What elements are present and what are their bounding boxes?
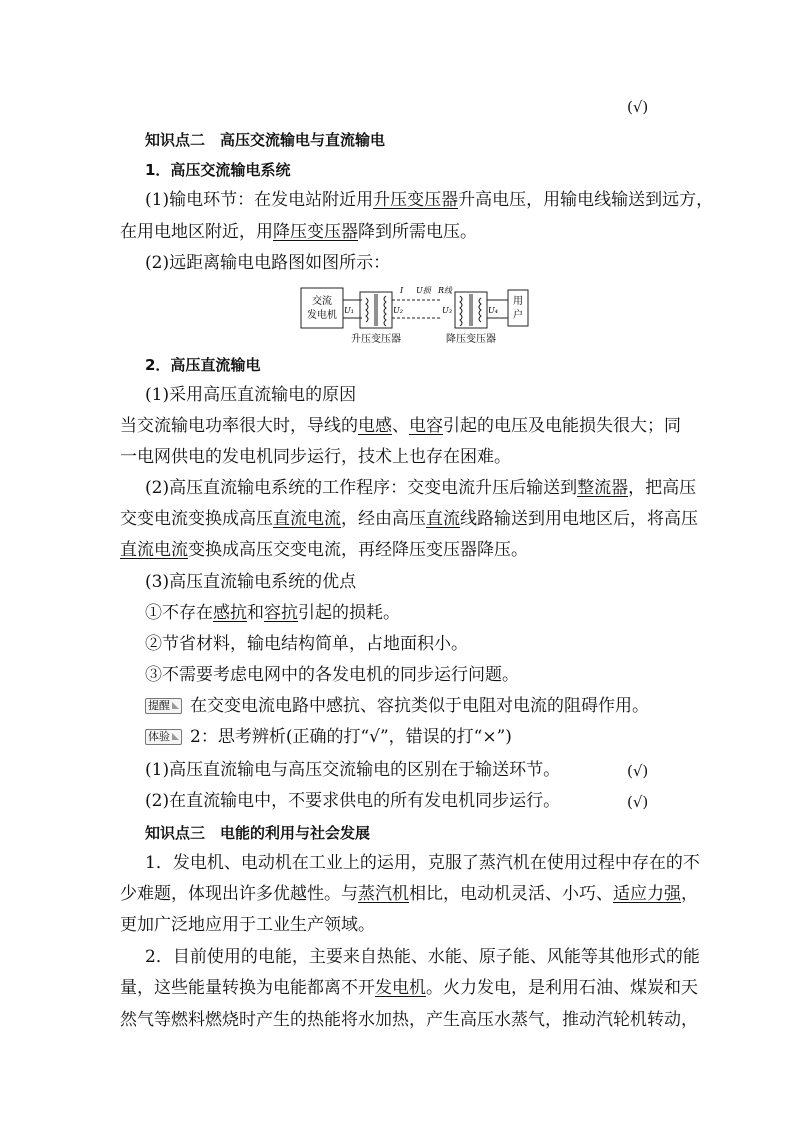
tip-line: 提醒 在交变电流电路中感抗、容抗类似于电阻对电流的阻碍作用。 bbox=[145, 696, 649, 716]
generator-label-2: 发电机 bbox=[307, 310, 337, 321]
reason-text-1: 当交流输电功率很大时，导线的电感、电容引起的电压及电能损失很大；同 bbox=[120, 416, 681, 436]
line-resistance-label: R线 bbox=[438, 286, 453, 295]
underlined-term: 蒸汽机 bbox=[358, 884, 409, 904]
advantages-heading: (3)高压直流输电系统的优点 bbox=[145, 572, 357, 592]
u4-label: U₄ bbox=[488, 306, 498, 315]
section3-title: 知识点三 电能的利用与社会发展 bbox=[145, 824, 371, 842]
underlined-term: 适应力强 bbox=[613, 884, 681, 904]
procedure-text-1: (2)高压直流输电系统的工作程序：交变电流升压后输送到整流器，把高压 bbox=[145, 478, 697, 498]
section3-p1-line2: 少难题，体现出许多优越性。与蒸汽机相比，电动机灵活、小巧、适应力强， bbox=[120, 884, 698, 904]
underlined-term: 发电机 bbox=[375, 978, 426, 998]
generator-box bbox=[301, 288, 343, 328]
section2-sub2: 2．高压直流输电 bbox=[145, 356, 261, 374]
underlined-term: 降压变压器 bbox=[273, 222, 358, 242]
judge-item-1: (1)高压直流输电与高压交流输电的区别在于输送环节。 bbox=[145, 760, 561, 780]
underlined-term: 电容 bbox=[409, 416, 443, 436]
underlined-term: 直流电流 bbox=[120, 540, 188, 560]
advantage-3: ③不需要考虑电网中的各发电机的同步运行问题。 bbox=[145, 665, 519, 685]
tip-badge: 提醒 bbox=[145, 698, 182, 714]
reason-text-2: 一电网供电的发电机同步运行，技术上也存在困难。 bbox=[120, 447, 511, 467]
user-label-2: 户 bbox=[513, 310, 523, 321]
underlined-term: 直流 bbox=[426, 509, 460, 529]
u3-label: U₃ bbox=[442, 306, 452, 315]
underlined-term: 整流器 bbox=[577, 478, 629, 498]
underlined-term: 升压变压器 bbox=[373, 190, 459, 210]
underlined-term: 感抗 bbox=[213, 603, 247, 623]
step-up-label: 升压变压器 bbox=[351, 334, 401, 345]
u1-label: U₁ bbox=[344, 306, 354, 315]
section3-p2-line2: 量，这些能量转换为电能都离不开发电机。火力发电，是利用石油、煤炭和天 bbox=[120, 978, 698, 998]
experience-badge: 体验 bbox=[145, 729, 182, 745]
underlined-term: 直流电流 bbox=[273, 509, 341, 529]
top-answer-mark: (√) bbox=[627, 98, 649, 116]
section3-p2-line1: 2．目前使用的电能，主要来自热能、水能、原子能、风能等其他形式的能 bbox=[145, 947, 700, 967]
section2-sub1: 1．高压交流输电系统 bbox=[145, 161, 291, 179]
para-transmission-2: 在用电地区附近，用降压变压器降到所需电压。 bbox=[120, 222, 477, 242]
para-transmission-1: (1)输电环节：在发电站附近用升压变压器升高电压，用输电线输送到远方， bbox=[145, 190, 714, 210]
step-down-transformer bbox=[455, 292, 487, 328]
para-diagram-intro: (2)远距离输电电路图如图所示： bbox=[145, 253, 391, 273]
section3-p1-line3: 更加广泛地应用于工业生产领域。 bbox=[120, 915, 375, 935]
procedure-text-3: 直流电流变换成高压交变电流，再经降压变压器降压。 bbox=[120, 540, 528, 560]
user-label-1: 用 bbox=[513, 296, 523, 307]
voltage-loss-label: U损 bbox=[416, 286, 431, 295]
generator-label-1: 交流 bbox=[312, 296, 332, 307]
judge-item-1-mark: (√) bbox=[627, 762, 649, 780]
u2-label: U₂ bbox=[393, 306, 403, 315]
experience-line: 体验 2：思考辨析(正确的打“√”，错误的打“×”) bbox=[145, 727, 512, 747]
procedure-text-2: 交变电流变换成高压直流电流，经由高压直流线路输送到用电地区后，将高压 bbox=[120, 509, 698, 529]
transmission-circuit-diagram bbox=[300, 280, 530, 348]
section3-p2-line3: 然气等燃料燃烧时产生的热能将水加热，产生高压水蒸气，推动汽轮机转动， bbox=[120, 1010, 698, 1030]
judge-item-2: (2)在直流输电中，不要求供电的所有发电机同步运行。 bbox=[145, 791, 561, 811]
advantage-2: ②节省材料，输电结构简单，占地面积小。 bbox=[145, 634, 468, 654]
step-up-transformer bbox=[360, 292, 392, 328]
underlined-term: 容抗 bbox=[264, 603, 298, 623]
section3-p1-line1: 1．发电机、电动机在工业上的运用，克服了蒸汽机在使用过程中存在的不 bbox=[145, 853, 700, 873]
step-down-label: 降压变压器 bbox=[446, 334, 496, 345]
judge-item-2-mark: (√) bbox=[627, 793, 649, 811]
advantage-1: ①不存在感抗和容抗引起的损耗。 bbox=[145, 603, 400, 623]
section2-title: 知识点二 高压交流输电与直流输电 bbox=[145, 131, 386, 149]
reason-heading: (1)采用高压直流输电的原因 bbox=[145, 385, 357, 405]
current-label: I bbox=[400, 286, 404, 295]
underlined-term: 电感 bbox=[358, 416, 392, 436]
